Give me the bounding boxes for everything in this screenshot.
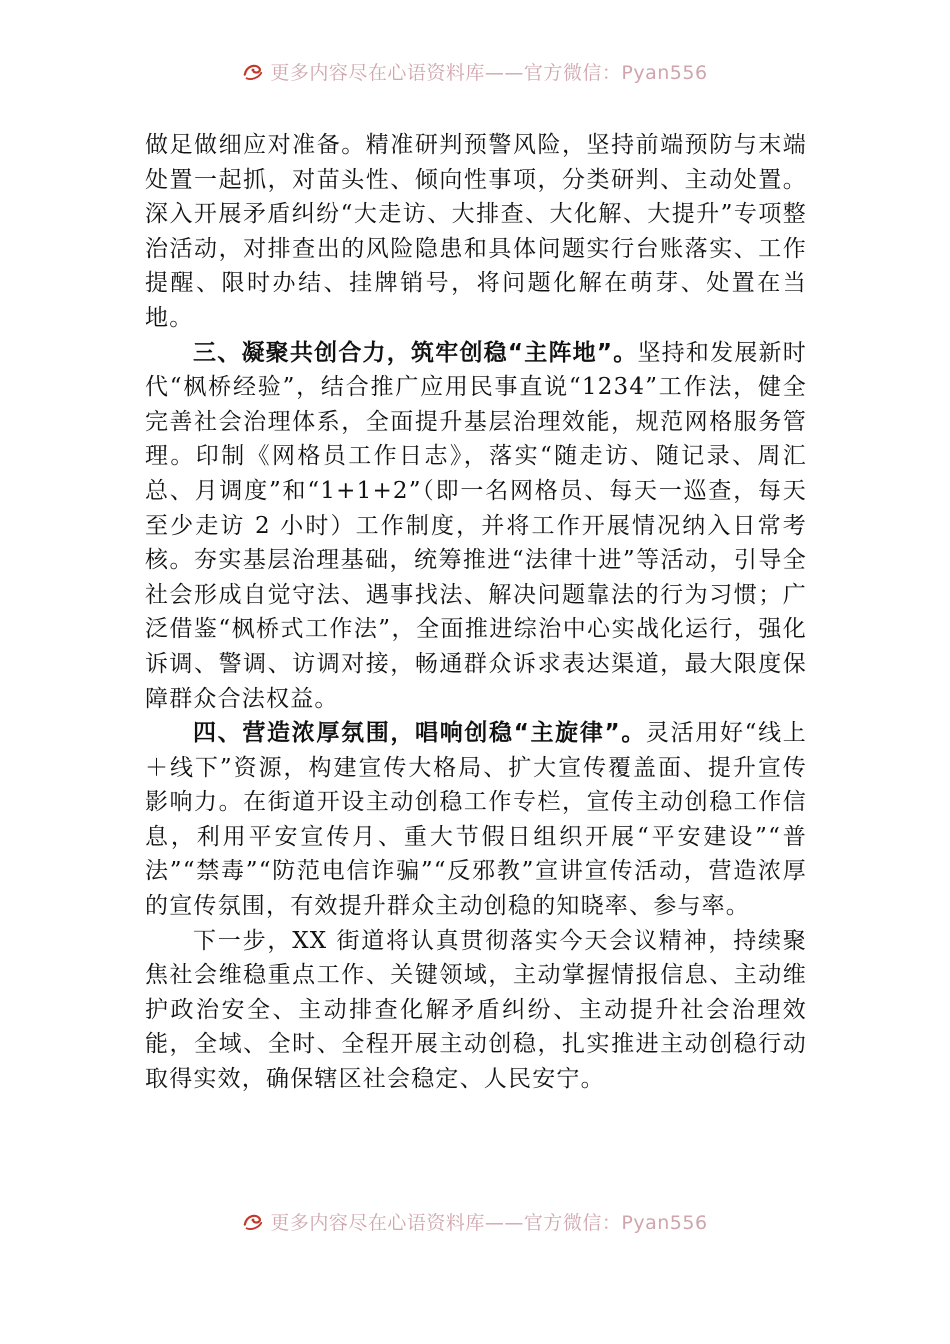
watermark-text: 更多内容尽在心语资料库——官方微信：Pyan556 bbox=[270, 61, 708, 84]
paragraph-heading: 三、凝聚共创合力，筑牢创稳“主阵地”。 bbox=[193, 339, 638, 366]
paragraph-text: 下一步，XX 街道将认真贯彻落实今天会议精神，持续聚焦社会维稳重点工作、关键领域，主动掌握情报信息、主动维护政治安全、主动排查化解矛盾纠纷、主动提升社会治理效能，全域、全时、全程开展主动创稳，扎实推进主动创稳行动取得实效，确保辖区社会稳定、人民安宁。 bbox=[145, 927, 807, 1093]
paragraph-1 bbox=[145, 128, 807, 336]
paragraph-3 bbox=[145, 716, 807, 924]
paragraph-2 bbox=[145, 336, 807, 717]
swirl-logo-icon bbox=[242, 60, 264, 82]
watermark-header bbox=[0, 58, 950, 84]
paragraph-text: 灵活用好“线上＋线下”资源，构建宣传大格局、扩大宣传覆盖面、提升宣传影响力。在街道开设主动创稳工作专栏，宣传主动创稳工作信息，利用平安宣传月、重大节假日组织开展“平安建设”“普法”“禁毒”“防范电信诈骗”“反邪教”宣讲宣传活动，营造浓厚的宣传氛围，有效提升群众主动创稳的知晓率、参与率。 bbox=[145, 720, 807, 920]
watermark-text: 更多内容尽在心语资料库——官方微信：Pyan556 bbox=[270, 1211, 708, 1234]
document-body bbox=[145, 128, 807, 1097]
paragraph-text: 坚持和发展新时代“枫桥经验”，结合推广应用民事直说“1234”工作法，健全完善社会治理体系，全面提升基层治理效能，规范网格服务管理。印制《网格员工作日志》，落实“随走访、随记录、周汇总、月调度”和“1+1+2”（即一名网格员、每天一巡查，每天至少走访 2 小时）工作制度，并将工作开展情况纳入日常考核。夯实基层治理基础，统筹推进“法律十进”等活动，引导全社会形成自觉守法、遇事找法、解决问题靠法的行为习惯；广泛借鉴“枫桥式工作法”，全面推进综治中心实战化运行，强化诉调、警调、访调对接，畅通群众诉求表达渠道，最大限度保障群众合法权益。 bbox=[145, 339, 807, 712]
paragraph-4 bbox=[145, 924, 807, 1097]
watermark-footer bbox=[0, 1208, 950, 1234]
paragraph-heading: 四、营造浓厚氛围，唱响创稳“主旋律”。 bbox=[193, 720, 646, 747]
swirl-logo-icon bbox=[242, 1210, 264, 1232]
paragraph-text: 做足做细应对准备。精准研判预警风险，坚持前端预防与末端处置一起抓，对苗头性、倾向性事项，分类研判、主动处置。深入开展矛盾纠纷“大走访、大排查、大化解、大提升”专项整治活动，对排查出的风险隐患和具体问题实行台账落实、工作提醒、限时办结、挂牌销号，将问题化解在萌芽、处置在当地。 bbox=[145, 132, 807, 331]
